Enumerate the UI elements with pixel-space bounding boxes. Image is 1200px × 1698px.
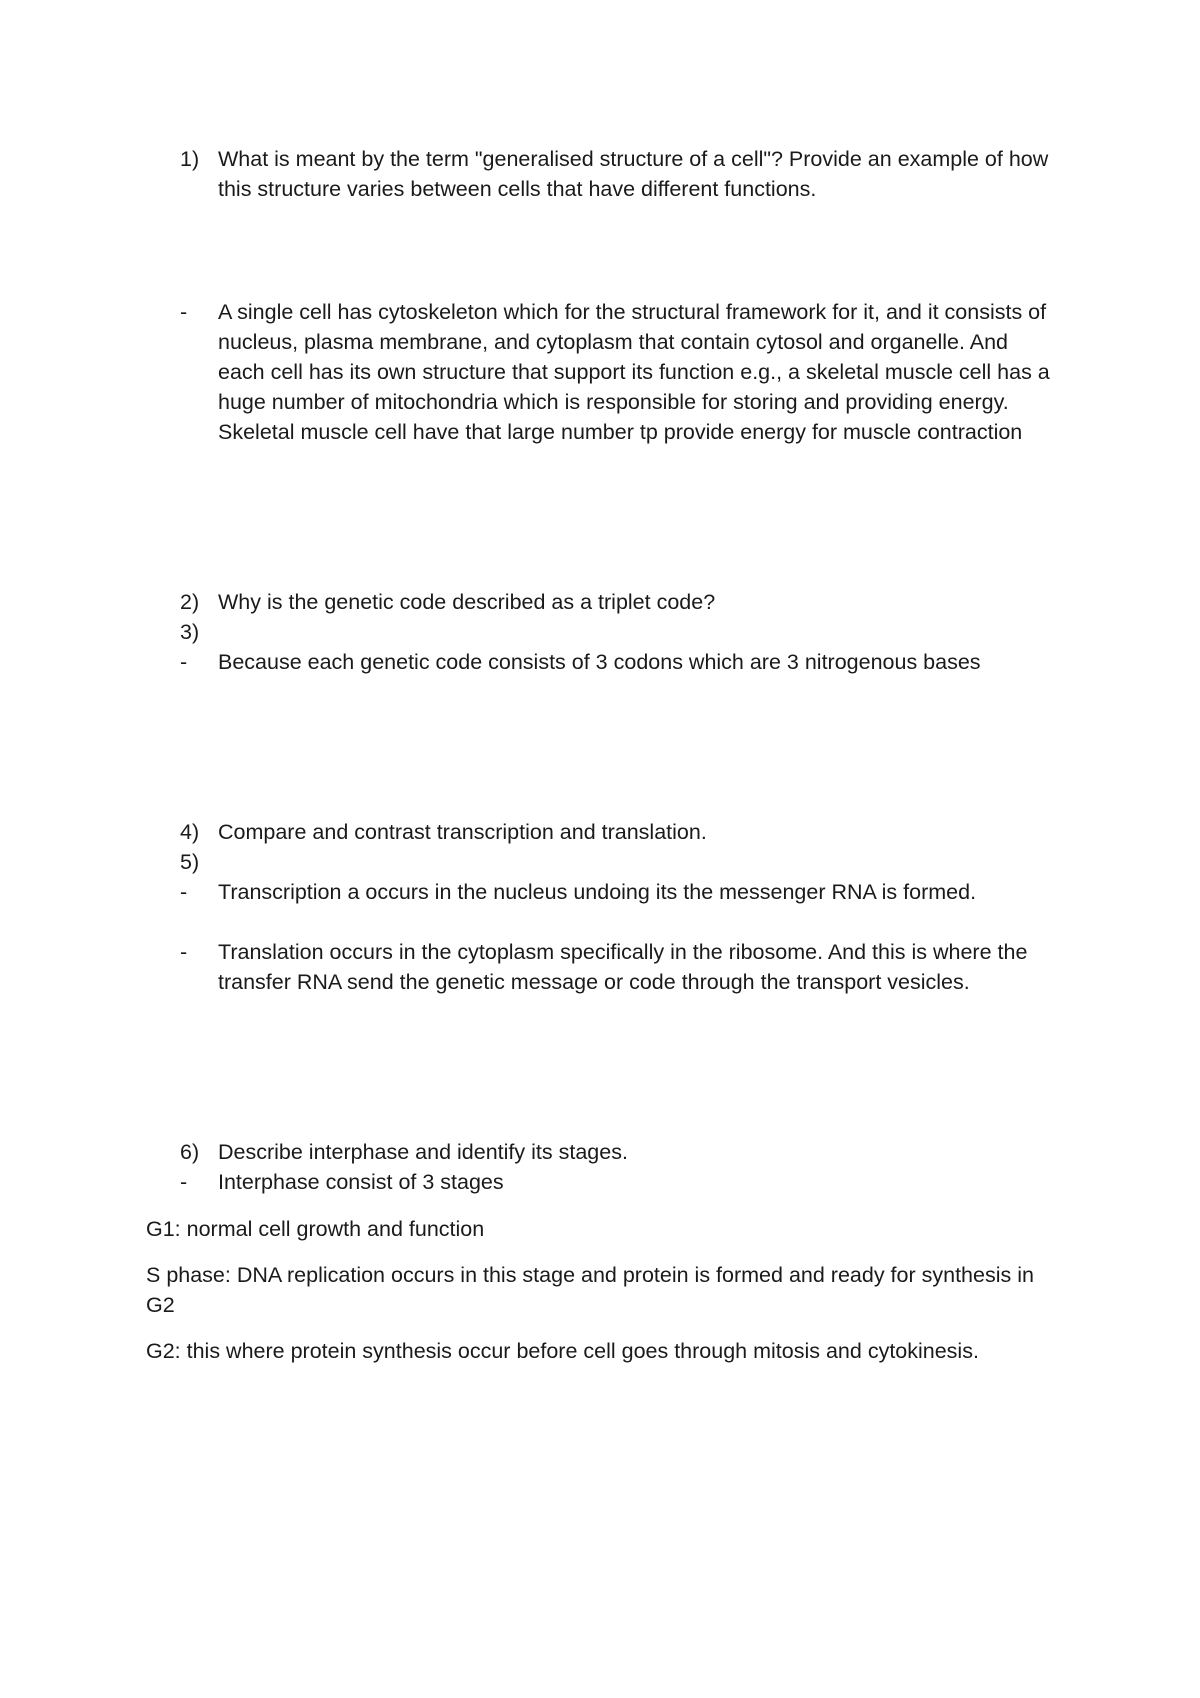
question-text: Compare and contrast transcription and translation. xyxy=(218,820,707,844)
answer-text: Because each genetic code consists of 3 codons which are 3 nitrogenous bases xyxy=(218,650,981,674)
question-text: What is meant by the term "generalised structure of a cell"? Provide an example of how this structure varies between cells that have different functions. xyxy=(218,147,1049,201)
list-marker: - xyxy=(180,940,188,964)
list-marker: 1) xyxy=(180,147,200,171)
answer-text: Transcription a occurs in the nucleus undoing its the messenger RNA is formed. xyxy=(218,880,977,904)
list-marker: - xyxy=(180,300,188,324)
question-text: Describe interphase and identify its stages. xyxy=(218,1140,628,1164)
paragraph-g2: G2: this where protein synthesis occur before cell goes through mitosis and cytokinesis. xyxy=(146,1339,979,1363)
list-marker: 6) xyxy=(180,1140,200,1164)
list-marker: 2) xyxy=(180,590,200,614)
list-marker: 4) xyxy=(180,820,200,844)
question-text: Why is the genetic code described as a triplet code? xyxy=(218,590,716,614)
list-marker: - xyxy=(180,1170,188,1194)
paragraph-s-phase: S phase: DNA replication occurs in this stage and protein is formed and ready for synthesis in G2 xyxy=(146,1263,1034,1317)
list-marker: - xyxy=(180,650,188,674)
paragraph-g1: G1: normal cell growth and function xyxy=(146,1217,485,1241)
list-marker: - xyxy=(180,880,188,904)
answer-text: A single cell has cytoskeleton which for the structural framework for it, and it consists of nucleus, plasma membrane, and cytoplasm that contain cytosol and organelle. And each cell has its own structure that support its function e.g., a skeletal muscle cell has a huge number of mitochondria which is responsible for storing and providing energy. Skeletal muscle cell have that large number tp provide energy for muscle contraction xyxy=(218,300,1050,444)
answer-text: Translation occurs in the cytoplasm specifically in the ribosome. And this is where the transfer RNA send the genetic message or code through the transport vesicles. xyxy=(218,940,1028,994)
answer-text: Interphase consist of 3 stages xyxy=(218,1170,504,1194)
list-marker: 5) xyxy=(180,850,200,874)
list-marker: 3) xyxy=(180,620,200,644)
